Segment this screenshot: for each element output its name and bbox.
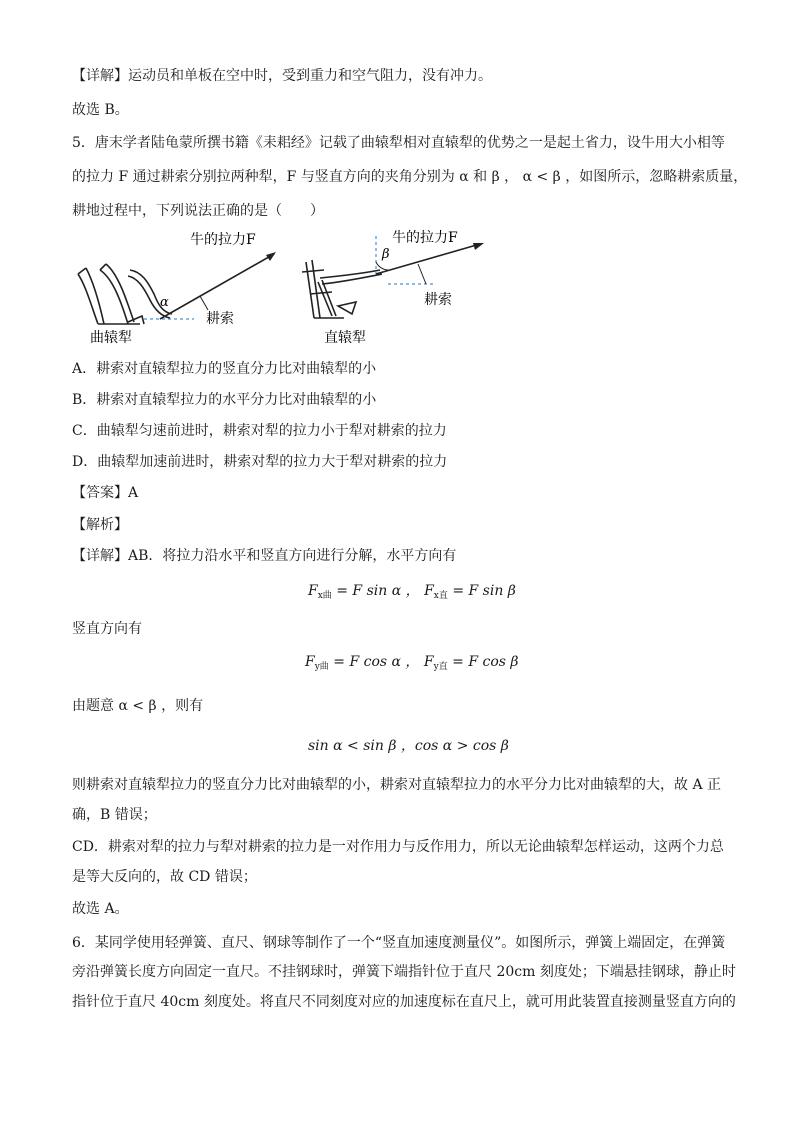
q5-stem-line2: 的拉力 F 通过耕索分别拉两种犁，F 与竖直方向的夹角分别为 α 和 β ， α < β ，如图所示，忽略耕索质量，: [72, 169, 748, 185]
given-condition: 由题意 α < β ，则有: [72, 698, 204, 714]
analysis-heading: 【解析】: [72, 517, 128, 533]
left-rope-label: 耕索: [206, 311, 234, 327]
q6-stem-line3: 指针位于直尺 40cm 刻度处。将直尺不同刻度对应的加速度标在直尺上，就可用此装置直接测量竖直方向的: [72, 994, 736, 1010]
straight-plow-drawing: [302, 260, 382, 318]
q5-stem-line1: 5．唐末学者陆龟蒙所撰书籍《耒耜经》记载了曲辕犁相对直辕犁的优势之一是起土省力，设牛用大小相等: [72, 135, 725, 151]
left-arrow-head: [266, 252, 276, 261]
right-plow-label: 直辕犁: [324, 330, 366, 346]
cd-line2: 是等大反向的，故 CD 错误；: [72, 869, 257, 885]
conclusion-line2: 确，B 错误；: [72, 807, 157, 823]
right-arrow-head: [473, 243, 484, 250]
left-angle-alpha: α: [160, 295, 169, 310]
q6-stem-line1: 6．某同学使用轻弹簧、直尺、钢球等制作了一个“竖直加速度测量仪”。如图所示，弹簧上端固定，在弹簧: [72, 935, 726, 951]
left-force-label: 牛的拉力F: [190, 232, 256, 248]
left-force-arrow: [160, 254, 274, 319]
detail-ab: 【详解】AB．将拉力沿水平和竖直方向进行分解，水平方向有: [72, 548, 457, 564]
curved-plow-drawing: [78, 264, 172, 324]
conclusion-line1: 则耕索对直辕犁拉力的竖直分力比对曲辕犁的小，耕索对直辕犁拉力的水平分力比对曲辕犁的大，故 A 正: [72, 777, 722, 793]
option-d: D．曲辕犁加速前进时，耕索对犁的拉力大于犁对耕索的拉力: [72, 454, 448, 470]
q6-stem-line2: 旁沿弹簧长度方向固定一直尺。不挂钢球时，弹簧下端指针位于直尺 20cm 刻度处；下端悬挂钢球，静止时: [72, 964, 736, 980]
right-angle-arc: [376, 262, 388, 270]
previous-detail: 【详解】运动员和单板在空中时，受到重力和空气阻力，没有冲力。: [72, 68, 492, 84]
right-force-label: 牛的拉力F: [392, 230, 458, 246]
answer: 【答案】A: [72, 485, 139, 501]
equation-vertical: $F_{y曲} = F$ cos α ， $F_{y直} = F$ cos β: [305, 654, 519, 672]
right-rope-leader: [418, 264, 426, 284]
option-c: C．曲辕犁匀速前进时，耕索对犁的拉力小于犁对耕索的拉力: [72, 423, 447, 439]
option-b: B．耕索对直辕犁拉力的水平分力比对曲辕犁的小: [72, 392, 377, 408]
equation-horizontal: $F_{x曲} = F$ sin α ， $F_{x直} = F$ sin β: [308, 583, 516, 601]
vertical-direction-label: 竖直方向有: [72, 621, 142, 637]
plow-figure: [70, 228, 510, 350]
right-force-arrow: [376, 244, 480, 274]
q5-stem-line3: 耕地过程中，下列说法正确的是（ ）: [72, 203, 324, 219]
previous-choice: 故选 B。: [72, 102, 129, 118]
left-plow-label: 曲辕犁: [90, 330, 132, 346]
equation-inequality: sin α < sin β ，cos α > cos β: [308, 738, 509, 754]
right-angle-beta: β: [382, 247, 390, 262]
right-rope-label: 耕索: [424, 292, 452, 308]
option-a: A．耕索对直辕犁拉力的竖直分力比对曲辕犁的小: [72, 361, 377, 377]
left-rope-leader: [200, 296, 208, 310]
q5-choice: 故选 A。: [72, 901, 129, 917]
cd-line1: CD．耕索对犁的拉力与犁对耕索的拉力是一对作用力与反作用力，所以无论曲辕犁怎样运动，这两个力总: [72, 839, 724, 855]
